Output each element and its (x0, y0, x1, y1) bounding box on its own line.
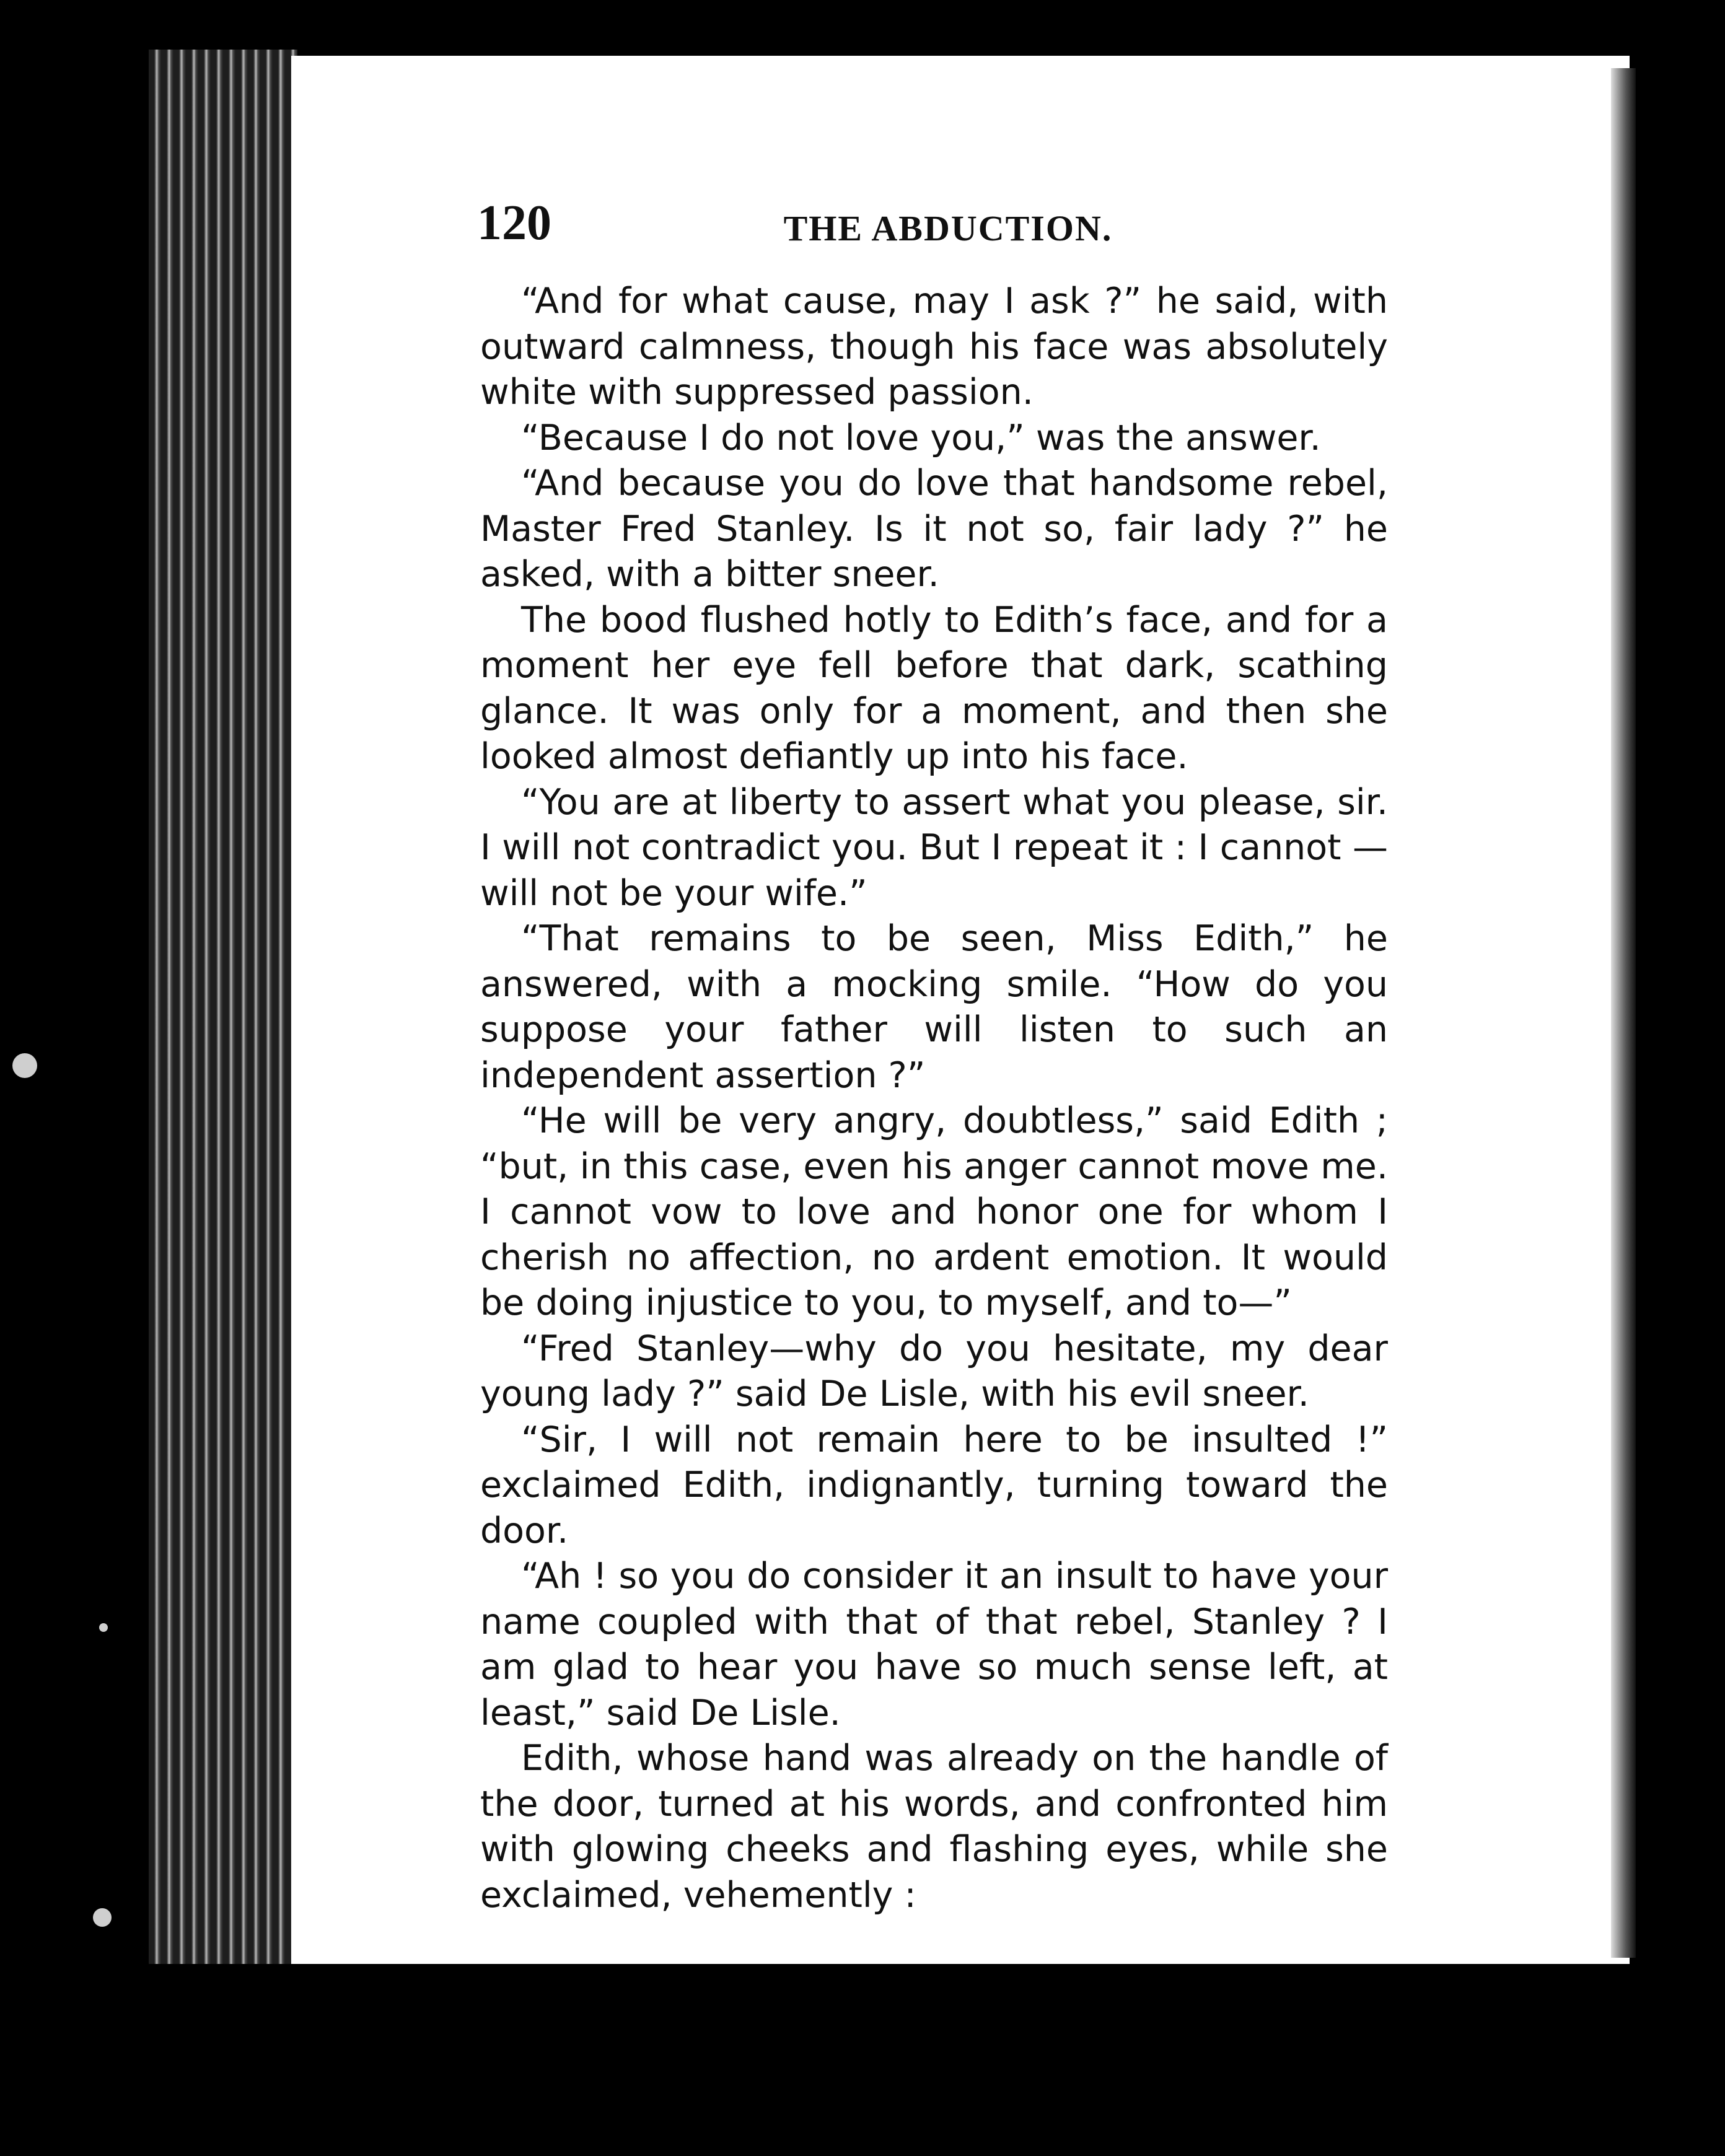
paragraph: “Ah ! so you do consider it an insult to have your name coupled with that of that rebel, Stanley ? I am glad to hear you have so much sense left, at least,” said De Lisle. (480, 1556, 1388, 1733)
page-number: 120 (477, 196, 551, 250)
paragraph: “Because I do not love you,” was the answer. (521, 417, 1321, 458)
paragraph: “Sir, I will not remain here to be insulted !” exclaimed Edith, indignantly, turning toward the door. (480, 1419, 1388, 1551)
scan-speck (99, 1623, 108, 1632)
scan-speck (12, 1053, 37, 1078)
paragraph: “You are at liberty to assert what you please, sir. I will not contradict you. But I repeat it : I cannot —will not be your wife.” (480, 781, 1388, 914)
scan-speck (93, 1908, 112, 1927)
book-page-edges (149, 50, 297, 1964)
page-header (477, 195, 1419, 270)
body-text (480, 279, 1388, 1918)
book-page (291, 56, 1630, 1964)
paragraph: “And for what cause, may I ask ?” he said, with outward calmness, though his face was absolutely white with suppressed passion. (480, 281, 1388, 413)
paragraph: “And because you do love that handsome rebel, Master Fred Stanley. Is it not so, fair lady ?” he asked, with a bitter sneer. (480, 463, 1388, 595)
paragraph: Edith, whose hand was already on the handle of the door, turned at his words, and confronted him with glowing cheeks and flashing eyes, while she exclaimed, vehemently : (480, 1738, 1388, 1916)
paragraph: “He will be very angry, doubtless,” said Edith ; “but, in this case, even his anger cannot move me. I cannot vow to love and honor one for whom I cherish no affection, no ardent emotion. It would be doing injustice to you, to myself, and to—” (480, 1100, 1388, 1323)
running-title: THE ABDUCTION. (783, 208, 1113, 248)
paragraph: “That remains to be seen, Miss Edith,” he answered, with a mocking smile. “How do you suppose your father will listen to such an independent assertion ?” (480, 918, 1388, 1096)
paragraph: The bood flushed hotly to Edith’s face, and for a moment her eye fell before that dark, scathing glance. It was only for a moment, and then she looked almost defiantly up into his face. (480, 599, 1388, 777)
page-gutter-shadow (1611, 68, 1636, 1958)
paragraph: “Fred Stanley—why do you hesitate, my dear young lady ?” said De Lisle, with his evil sneer. (480, 1328, 1388, 1414)
